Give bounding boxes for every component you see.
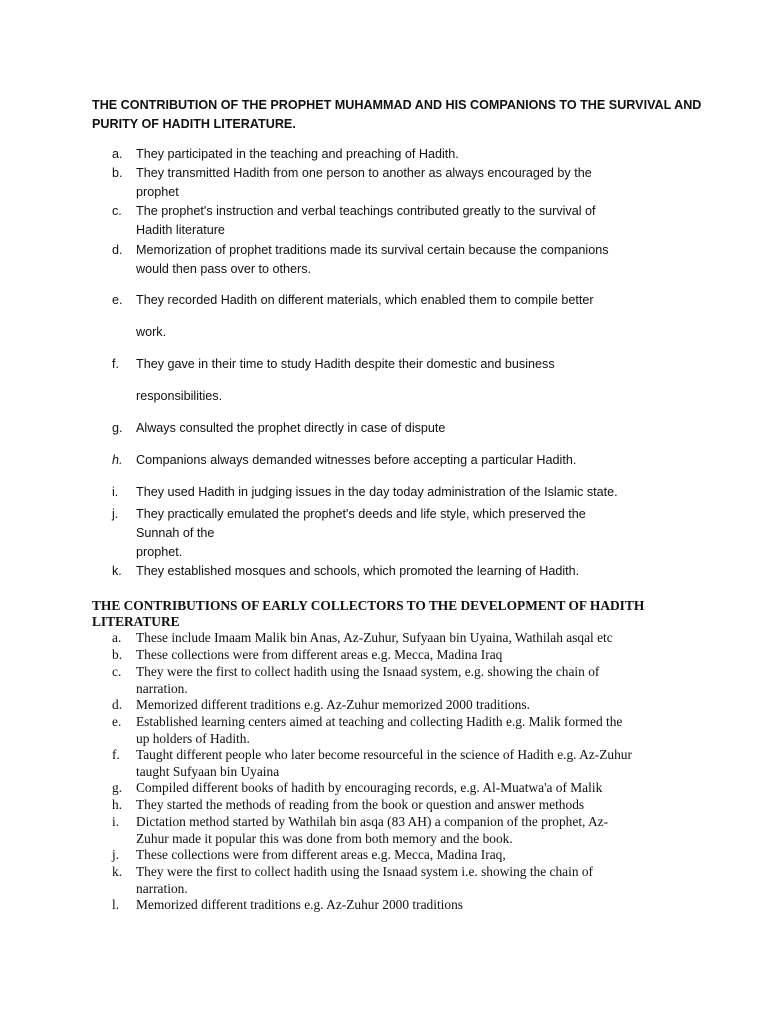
list-item-text: They established mosques and schools, which promoted the learning of Hadith. [136, 564, 580, 578]
heading-line: PURITY OF HADITH LITERATURE. [92, 117, 296, 131]
list-marker: k. [112, 864, 123, 879]
list-item-text: Dictation method started by Wathilah bin asqa (83 AH) a companion of the prophet, Az- [136, 814, 609, 829]
list-item-text: The prophet's instruction and verbal teachings contributed greatly to the survival of [136, 204, 596, 218]
list-item-text: narration. [136, 680, 188, 696]
list-item-text: They practically emulated the prophet's deeds and life style, which preserved the [136, 507, 586, 521]
list-item-text: Companions always demanded witnesses before accepting a particular Hadith. [136, 453, 577, 467]
list-marker: g. [112, 421, 123, 435]
list-item-text: These collections were from different areas e.g. Mecca, Madina Iraq, [136, 847, 506, 862]
list-marker: l. [112, 897, 120, 912]
list-item-text: They used Hadith in judging issues in the day today administration of the Islamic state. [136, 485, 618, 499]
heading-line: THE CONTRIBUTION OF THE PROPHET MUHAMMAD AND HIS COMPANIONS TO THE SURVIVAL AND [92, 98, 702, 112]
section-heading [92, 598, 652, 629]
list-item-text: They gave in their time to study Hadith despite their domestic and business [136, 357, 555, 371]
list-item-text: Zuhur made it popular this was done from both memory and the book. [136, 830, 513, 846]
list-item-text: They were the first to collect hadith using the Isnaad system, e.g. showing the chain of [136, 664, 600, 679]
list-marker: i. [112, 814, 120, 829]
list-marker: e. [112, 293, 123, 307]
list-marker: e. [112, 714, 122, 729]
list-item-text: up holders of Hadith. [136, 730, 250, 746]
list-marker: b. [112, 647, 123, 662]
list-marker: k. [112, 564, 122, 578]
list-item-text: prophet [136, 185, 179, 199]
list-item-text: They transmitted Hadith from one person to another as always encouraged by the [136, 166, 592, 180]
list-item-text: prophet. [136, 545, 183, 559]
list-item-text: would then pass over to others. [136, 262, 312, 276]
list-item-text: Always consulted the prophet directly in case of dispute [136, 421, 446, 435]
heading-line: LITERATURE [92, 613, 180, 629]
list-marker: d. [112, 697, 123, 712]
list-marker: a. [112, 630, 122, 645]
list-marker: f. [112, 747, 120, 762]
list-marker: h. [112, 453, 123, 467]
list-item-text: responsibilities. [136, 389, 223, 403]
section-heading [92, 96, 702, 134]
list-marker: h. [112, 797, 123, 812]
list-marker: i. [112, 485, 119, 499]
list-item-text: taught Sufyaan bin Uyaina [136, 763, 280, 779]
list-marker: c. [112, 204, 122, 218]
list-item-text: Memorized different traditions e.g. Az-Zuhur 2000 traditions [136, 897, 463, 912]
list-item-text: Established learning centers aimed at teaching and collecting Hadith e.g. Malik formed the [136, 714, 623, 729]
list-item-text: Memorized different traditions e.g. Az-Zuhur memorized 2000 traditions. [136, 697, 530, 712]
list-marker: j. [112, 507, 119, 521]
list-item-text: Sunnah of the [136, 526, 215, 540]
list-item-text: Taught different people who later become resourceful in the science of Hadith e.g. Az-Zuhur [136, 747, 632, 762]
list-item-text: Memorization of prophet traditions made its survival certain because the companions [136, 243, 609, 257]
list-marker: g. [112, 780, 123, 795]
list-item-text: They were the first to collect hadith using the Isnaad system i.e. showing the chain of [136, 864, 594, 879]
list-marker: a. [112, 147, 123, 161]
list-item-text: Hadith literature [136, 223, 225, 237]
heading-line: THE CONTRIBUTIONS OF EARLY COLLECTORS TO THE DEVELOPMENT OF HADITH [92, 598, 645, 613]
list-item-text: These include Imaam Malik bin Anas, Az-Zuhur, Sufyaan bin Uyaina, Wathilah asqal etc [136, 630, 613, 645]
list-item-text: They started the methods of reading from the book or question and answer methods [136, 797, 585, 812]
list-marker: b. [112, 166, 123, 180]
list-item-text: They recorded Hadith on different materials, which enabled them to compile better [136, 293, 594, 307]
list-marker: f. [112, 357, 119, 371]
list-item-text: narration. [136, 880, 188, 896]
list-item-text: work. [136, 325, 167, 339]
list-item-text: Compiled different books of hadith by encouraging records, e.g. Al-Muatwa'a of Malik [136, 780, 603, 795]
list-marker: c. [112, 664, 122, 679]
list-marker: d. [112, 243, 123, 257]
list-item-text: These collections were from different areas e.g. Mecca, Madina Iraq [136, 647, 503, 662]
list-marker: j. [112, 847, 120, 862]
list-item-text: They participated in the teaching and preaching of Hadith. [136, 147, 459, 161]
